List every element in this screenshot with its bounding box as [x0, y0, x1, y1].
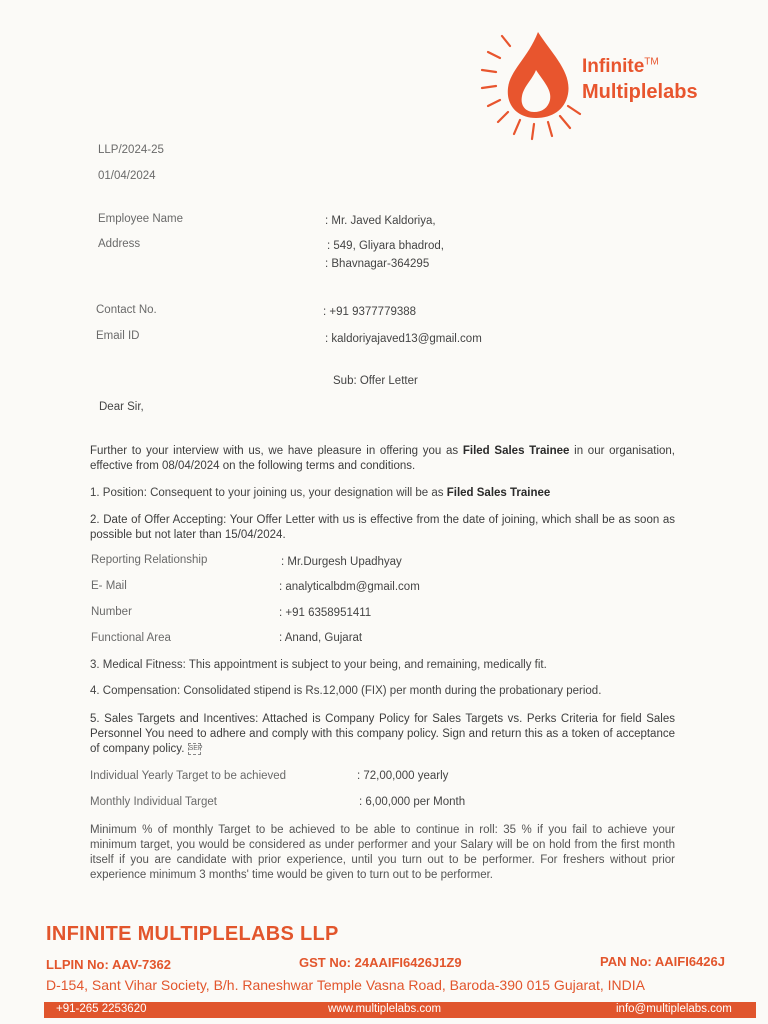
monthly-target-label: Monthly Individual Target [90, 796, 217, 808]
intro-paragraph [90, 444, 675, 474]
monthly-target-value: : 6,00,000 per Month [359, 796, 466, 808]
employee-name-value: : Mr. Javed Kaldoriya, [325, 215, 436, 227]
address-line1: : 549, Gliyara bhadrod, [327, 240, 444, 252]
reporting-email-label: E- Mail [91, 580, 127, 592]
logo-line1: Infinite [582, 56, 645, 77]
reporting-label: Reporting Relationship [91, 554, 208, 566]
footer-email[interactable]: info@multiplelabs.com [616, 1003, 732, 1015]
reporting-email-value: : analyticalbdm@gmail.com [279, 581, 420, 593]
minimum-target-paragraph: Minimum % of monthly Target to be achieved to be able to continue in roll: 35 % if you fail to achieve your minimum target, you would be considered as under performer and your Salary will be on hold from the first month itself if you are candidate with prior experience, until you turn out to be performer. For freshers without prior experience minimum 3 months' time would be given to turn out to be performer. [90, 824, 675, 881]
clause-position-role: Filed Sales Trainee [446, 487, 551, 499]
functional-area-label: Functional Area [91, 632, 171, 644]
contact-label: Contact No. [96, 304, 157, 316]
reporting-number-value: : +91 6358951411 [279, 607, 372, 619]
address-line2: : Bhavnagar-364295 [325, 258, 430, 270]
intro-part1: Further to your interview with us, we have pleasure in offering you as [90, 445, 463, 457]
footer-phone: +91-265 2253620 [56, 1003, 147, 1015]
contact-value: : +91 9377779388 [323, 306, 417, 318]
footer-contact-bar [44, 1002, 756, 1018]
clause-sales-targets-text: 5. Sales Targets and Incentives: Attached is Company Policy for Sales Targets vs. Perks Criteria for field Sales Personnel You need to adhere and comply with this company policy. Sign and return this as a token of acceptance of company policy. [90, 713, 675, 755]
clause-medical: 3. Medical Fitness: This appointment is subject to your being, and remaining, medically fit. [90, 659, 547, 671]
clause-position [90, 487, 550, 499]
sep-glyph: SEP [188, 743, 201, 755]
intro-part2: in our organisation, effective from 08/04/2024 on the following terms and conditions. [90, 445, 675, 472]
logo-line2: Multiplelabs [582, 81, 698, 103]
reporting-value: : Mr.Durgesh Upadhyay [281, 556, 402, 568]
trademark-mark: TM [644, 56, 659, 68]
yearly-target-label: Individual Yearly Target to be achieved [90, 770, 287, 782]
footer-address: D-154, Sant Vihar Society, B/h. Raneshwar Temple Vasna Road, Baroda-390 015 Gujarat, INDIA [46, 977, 645, 993]
footer-gst: GST No: 24AAIFI6426J1Z9 [299, 955, 462, 970]
reporting-number-label: Number [91, 606, 132, 618]
yearly-target-value: : 72,00,000 yearly [357, 770, 449, 782]
letter-date: 01/04/2024 [98, 170, 156, 182]
clause-position-text: 1. Position: Consequent to your joining us, your designation will be as [90, 487, 447, 499]
address-label: Address [98, 238, 141, 250]
salutation: Dear Sir, [99, 401, 144, 413]
intro-role: Filed Sales Trainee [462, 445, 570, 457]
footer-website[interactable]: www.multiplelabs.com [328, 1003, 442, 1015]
subject-line: Sub: Offer Letter [333, 375, 418, 387]
clause-offer-date: 2. Date of Offer Accepting: Your Offer Letter with us is effective from the date of joining, which shall be as soon as possible but not later than 15/04/2024. [90, 514, 675, 541]
reference-number: LLP/2024-25 [98, 144, 164, 156]
email-value: : kaldoriyajaved13@gmail.com [325, 333, 482, 345]
footer-llpin: LLPIN No: AAV-7362 [46, 957, 171, 972]
clause-sales-targets [90, 712, 675, 757]
company-logo-wordmark [582, 56, 698, 104]
footer-company-name: INFINITE MULTIPLELABS LLP [46, 923, 339, 945]
email-label: Email ID [96, 330, 140, 342]
functional-area-value: : Anand, Gujarat [279, 632, 363, 644]
clause-compensation: 4. Compensation: Consolidated stipend is Rs.12,000 (FIX) per month during the probationary period. [90, 685, 602, 697]
footer-pan: PAN No: AAIFI6426J [600, 954, 725, 969]
employee-name-label: Employee Name [98, 213, 184, 225]
